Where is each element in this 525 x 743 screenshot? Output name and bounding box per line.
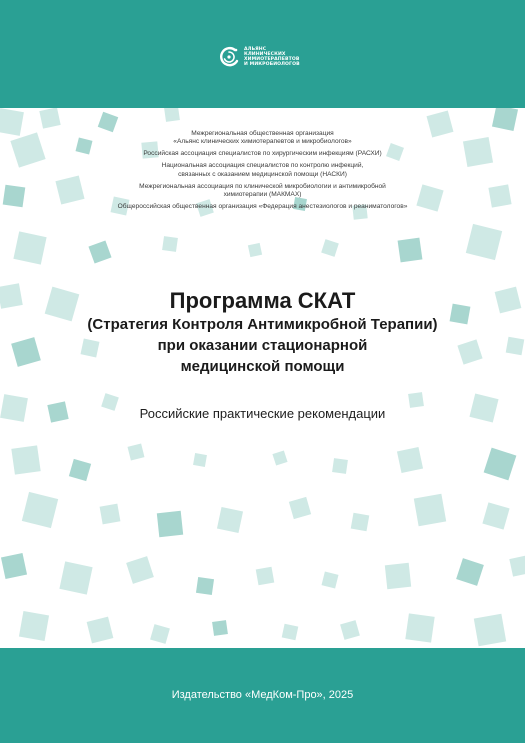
decorative-square	[128, 444, 145, 461]
title-main: Программа СКАТ	[169, 288, 356, 313]
decorative-square	[398, 238, 423, 263]
organizations-list	[40, 130, 485, 215]
organization-line: Национальная ассоциация специалистов по контролю инфекций,	[161, 162, 364, 170]
decorative-square	[157, 511, 183, 537]
decorative-square	[414, 494, 446, 526]
decorative-square	[150, 624, 170, 644]
decorative-square	[164, 108, 180, 122]
decorative-square	[19, 611, 49, 641]
decorative-square	[11, 445, 40, 474]
decorative-square	[212, 620, 228, 636]
logo-line: АЛЬЯНС	[244, 46, 267, 52]
alliance-logo-icon	[218, 46, 240, 68]
organization-entry	[40, 162, 485, 179]
decorative-square	[1, 553, 27, 579]
decorative-square	[193, 453, 207, 467]
decorative-square	[272, 450, 287, 465]
decorative-square	[256, 567, 275, 586]
decorative-square	[22, 492, 58, 528]
publisher-logo	[218, 46, 300, 68]
decorative-square	[332, 458, 348, 474]
logo-line: КЛИНИЧЕСКИХ	[244, 51, 286, 57]
decorative-square	[405, 613, 434, 642]
decorative-square	[248, 243, 262, 257]
decorative-square	[474, 614, 506, 646]
decorative-square	[289, 497, 311, 519]
logo-text	[244, 47, 300, 68]
decorative-square	[39, 108, 60, 129]
decorative-square	[492, 108, 518, 131]
organization-line: Межрегиональная ассоциация по клинической микробиологии и антимикробной	[139, 182, 386, 190]
decorative-square	[466, 224, 502, 260]
decorative-square	[0, 394, 28, 422]
organization-entry	[40, 183, 485, 200]
decorative-square	[482, 502, 509, 529]
decorative-square	[385, 563, 411, 589]
decorative-square	[506, 337, 525, 356]
logo-line: ХИМИОТЕРАПЕВТОВ	[244, 57, 300, 62]
decorative-square	[321, 239, 339, 257]
decorative-square	[484, 448, 517, 481]
organization-line: Межрегиональная общественная организация	[191, 130, 334, 137]
title-line: при оказании стационарной	[157, 337, 368, 354]
organization-line: Российская ассоциация специалистов по хирургическим инфекциям (РАСХИ)	[143, 150, 382, 158]
decorative-square	[13, 231, 46, 264]
organization-entry	[40, 150, 485, 158]
decorative-square	[322, 572, 339, 589]
decorative-square	[69, 459, 91, 481]
organization-entry	[40, 130, 485, 147]
organization-line: «Альянс клинических химиотерапевтов и микробиологов»	[173, 138, 352, 146]
decorative-square	[126, 556, 154, 584]
organization-line: химиотерапии (МАКМАХ)	[223, 190, 302, 198]
decorative-square	[0, 283, 23, 308]
decorative-square	[495, 287, 522, 314]
decorative-square	[397, 447, 423, 473]
decorative-square	[88, 240, 111, 263]
decorative-square	[456, 558, 484, 586]
organization-line: связанных с оказанием медицинской помощи (НАСКИ)	[178, 170, 347, 178]
decorative-square	[87, 617, 114, 644]
decorative-square	[196, 577, 214, 595]
decorative-square	[282, 624, 299, 641]
document-subtitle: Российские практические рекомендации	[139, 406, 386, 421]
decorative-square	[351, 513, 370, 532]
decorative-square	[509, 555, 525, 576]
decorative-square	[217, 507, 243, 533]
logo-line: И МИКРОБИОЛОГОВ	[244, 62, 300, 68]
decorative-square	[100, 504, 121, 525]
decorative-square	[3, 185, 26, 208]
title-line: медицинской помощи	[180, 358, 345, 375]
decorative-square	[59, 561, 92, 594]
document-title	[30, 288, 495, 377]
organization-entry	[40, 203, 485, 211]
decorative-square	[0, 108, 24, 136]
decorative-square	[488, 184, 511, 207]
publisher-imprint: Издательство «МедКом-Про», 2025	[171, 689, 354, 701]
organization-line: Общероссийская общественная организация «Федерация анестезиологов и реаниматологов»	[117, 202, 408, 210]
decorative-square	[162, 236, 178, 252]
decorative-square	[340, 620, 360, 640]
title-line: (Стратегия Контроля Антимикробной Терапии)	[87, 316, 438, 333]
